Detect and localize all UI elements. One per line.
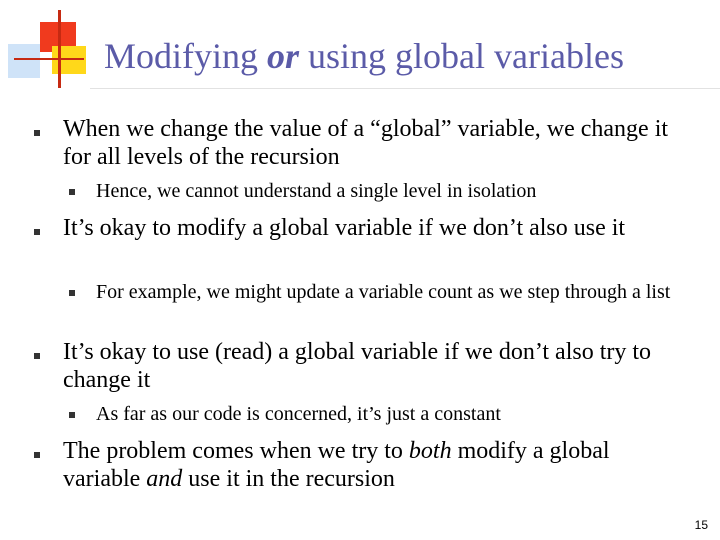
logo-blue-square — [8, 44, 40, 78]
bullet-1: When we change the value of a “global” variable, we change it for all levels of the recursion — [63, 116, 669, 170]
title-divider — [90, 88, 720, 89]
bullet-4-emphasis-and: and — [146, 466, 183, 492]
title-emphasis: or — [267, 36, 300, 76]
sub-bullet-marker — [69, 290, 75, 296]
logo-horizontal-line — [14, 58, 84, 60]
bullet-2: It’s okay to modify a global variable if we don’t also use it — [63, 215, 626, 241]
bullet-marker — [34, 229, 40, 235]
sub-bullet-1: Hence, we cannot understand a single level in isolation — [96, 180, 537, 202]
sub-bullet-marker — [69, 189, 75, 195]
slide-title — [104, 34, 704, 78]
bullet-marker — [34, 353, 40, 359]
corner-logo — [0, 0, 100, 100]
bullet-3: It’s okay to use (read) a global variable if we don’t also try to change it — [63, 339, 652, 393]
sub-bullet-3: As far as our code is concerned, it’s just a constant — [96, 403, 501, 425]
bullet-4-text: use it in the recursion — [182, 466, 395, 492]
page-number: 15 — [694, 518, 708, 532]
bullet-marker — [34, 130, 40, 136]
title-text-end: using global variables — [299, 36, 624, 76]
bullet-marker — [34, 452, 40, 458]
logo-vertical-line — [58, 10, 61, 88]
sub-bullet-marker — [69, 412, 75, 418]
title-text-start: Modifying — [104, 36, 268, 76]
bullet-4-text: modify a global variable — [63, 438, 610, 492]
bullet-4-text: The problem comes when we try to — [63, 438, 409, 464]
bullet-4 — [63, 437, 683, 493]
sub-bullet-2: For example, we might update a variable count as we step through a list — [96, 281, 671, 303]
bullet-4-emphasis-both: both — [408, 438, 452, 464]
